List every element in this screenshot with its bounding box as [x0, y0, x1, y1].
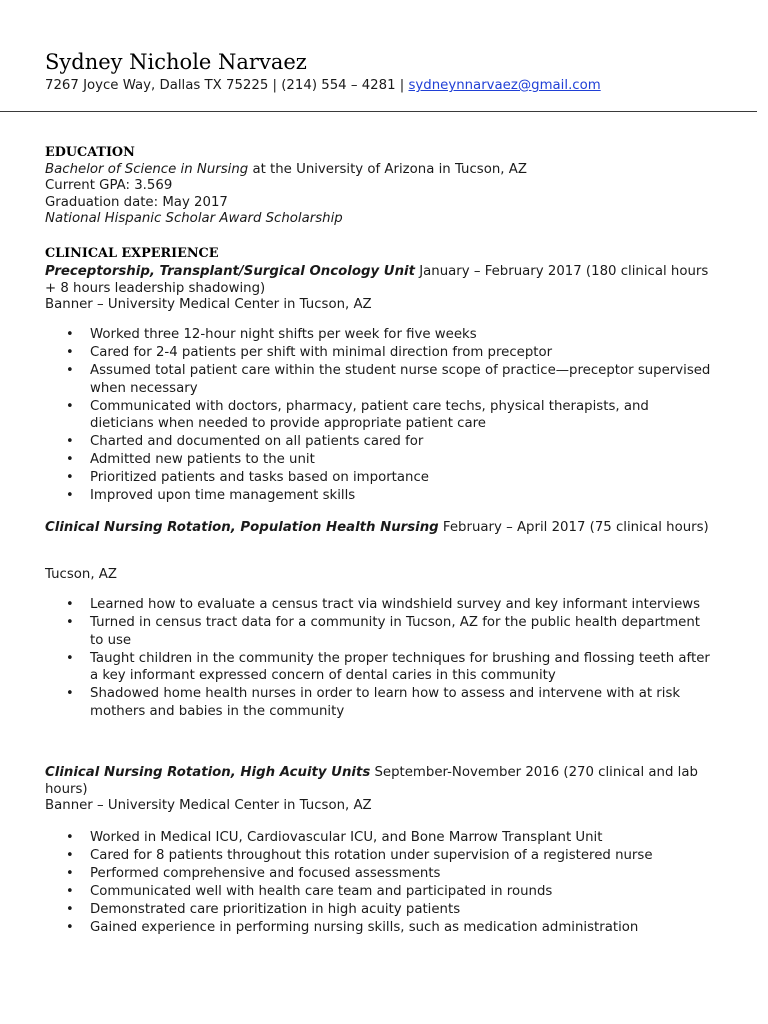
list-item: • Cared for 8 patients throughout this rotation under supervision of a registered nurse: [45, 847, 715, 865]
clinical-heading: CLINICAL EXPERIENCE: [45, 246, 219, 261]
list-item: • Demonstrated care prioritization in high acuity patients: [45, 901, 715, 919]
contact-line: [45, 78, 601, 93]
list-item: • Charted and documented on all patients cared for: [45, 433, 715, 451]
list-item: • Turned in census tract data for a community in Tucson, AZ for the public health department to use: [45, 614, 715, 649]
list-item: • Communicated with doctors, pharmacy, patient care techs, physical therapists, and dieticians when needed to provide appropriate patient care: [45, 398, 715, 433]
list-item: • Cared for 2-4 patients per shift with minimal direction from preceptor: [45, 344, 715, 362]
entry-3-header: [45, 764, 715, 798]
entry-2-header: [45, 519, 715, 536]
list-item: • Improved upon time management skills: [45, 487, 715, 505]
entry-3-bullets: [45, 829, 715, 937]
contact-details: 7267 Joyce Way, Dallas TX 75225 | (214) 554 – 4281 |: [45, 78, 409, 93]
entry-1-dates: January – February 2017 (180 clinical hours + 8 hours leadership shadowing): [45, 264, 709, 296]
entry-1-title: Preceptorship, Transplant/Surgical Oncology Unit: [45, 264, 415, 279]
award-line: National Hispanic Scholar Award Scholarship: [45, 211, 343, 226]
applicant-name: Sydney Nichole Narvaez: [45, 50, 307, 74]
graduation-line: Graduation date: May 2017: [45, 195, 228, 210]
header-divider: [0, 111, 757, 112]
list-item: • Shadowed home health nurses in order to learn how to assess and intervene with at risk mothers and babies in the community: [45, 685, 715, 720]
entry-1-header: [45, 263, 715, 297]
list-item: • Worked three 12-hour night shifts per week for five weeks: [45, 326, 715, 344]
degree-name: Bachelor of Science in Nursing: [45, 162, 249, 177]
list-item: • Learned how to evaluate a census tract via windshield survey and key informant interviews: [45, 596, 715, 614]
entry-2-title: Clinical Nursing Rotation, Population Health Nursing: [45, 520, 439, 535]
list-item: • Prioritized patients and tasks based on importance: [45, 469, 715, 487]
entry-2-dates: February – April 2017 (75 clinical hours): [438, 520, 709, 535]
gpa-line: Current GPA: 3.569: [45, 178, 173, 193]
entry-1-bullets: [45, 326, 715, 505]
list-item: • Communicated well with health care team and participated in rounds: [45, 883, 715, 901]
entry-3-title: Clinical Nursing Rotation, High Acuity Units: [45, 765, 371, 780]
list-item: • Assumed total patient care within the student nurse scope of practice—preceptor supervised when necessary: [45, 362, 715, 397]
list-item: • Performed comprehensive and focused assessments: [45, 865, 715, 883]
degree-line: [45, 161, 527, 178]
entry-3-location: Banner – University Medical Center in Tucson, AZ: [45, 798, 372, 813]
list-item: • Gained experience in performing nursing skills, such as medication administration: [45, 919, 715, 937]
list-item: • Admitted new patients to the unit: [45, 451, 715, 469]
entry-3-dates: September-November 2016 (270 clinical and lab hours): [45, 765, 698, 797]
email-link[interactable]: sydneynnarvaez@gmail.com: [408, 78, 601, 93]
entry-1-location: Banner – University Medical Center in Tucson, AZ: [45, 297, 372, 312]
education-heading: EDUCATION: [45, 145, 135, 160]
list-item: • Taught children in the community the proper techniques for brushing and flossing teeth after a key informant expressed concern of dental caries in this community: [45, 650, 715, 685]
entry-2-bullets: [45, 596, 715, 721]
degree-school: at the University of Arizona in Tucson, AZ: [248, 162, 527, 177]
list-item: • Worked in Medical ICU, Cardiovascular ICU, and Bone Marrow Transplant Unit: [45, 829, 715, 847]
entry-2-location: Tucson, AZ: [45, 567, 117, 582]
